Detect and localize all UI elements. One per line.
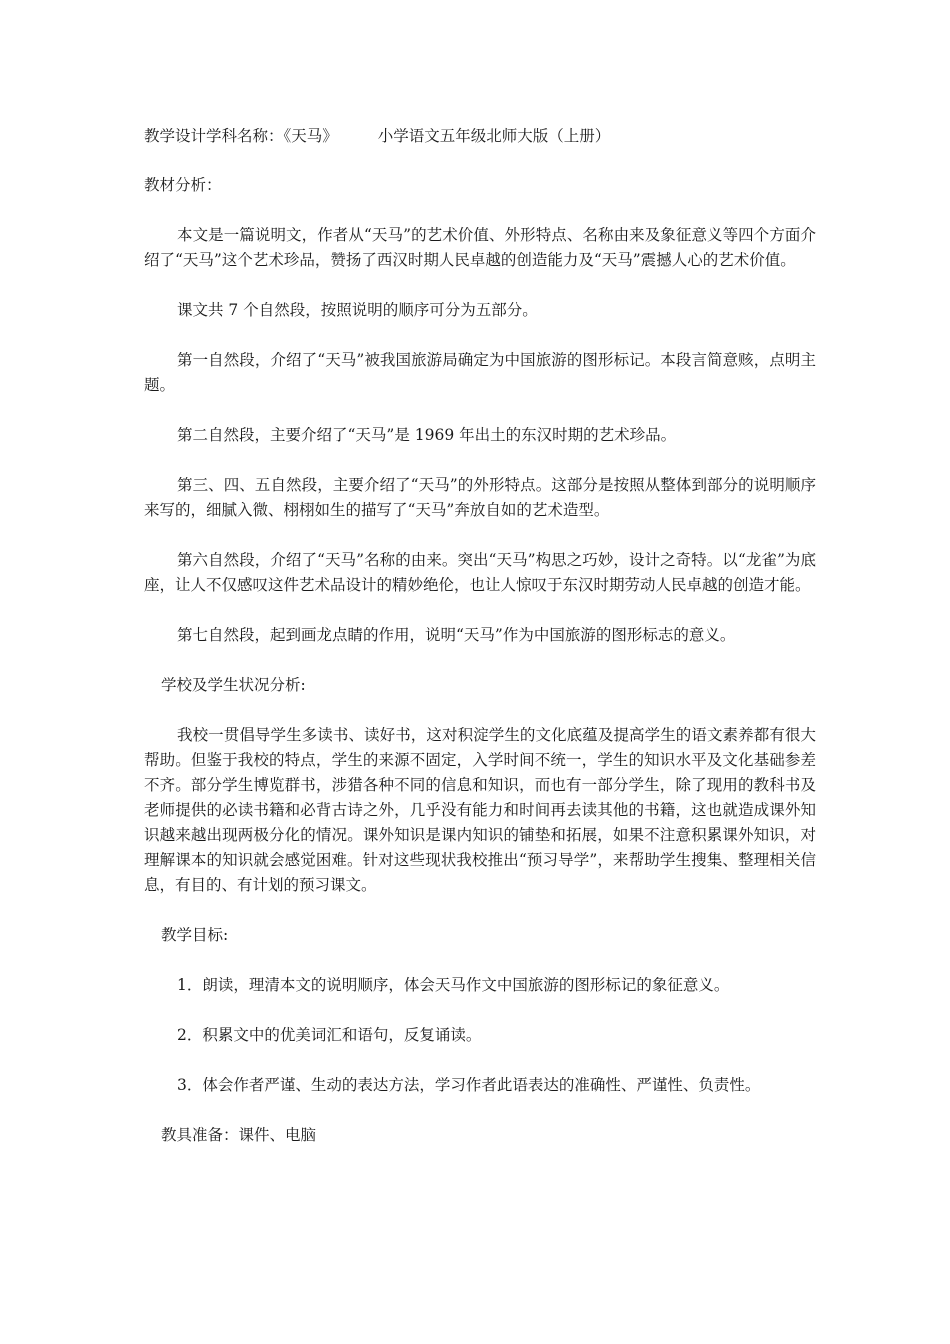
material-paragraph-section-1: 第一自然段，介绍了“天马”被我国旅游局确定为中国旅游的图形标记。本段言简意赅，点明主题。 [144,351,816,394]
material-paragraph-section-5: 第七自然段，起到画龙点睛的作用，说明“天马”作为中国旅游的图形标志的意义。 [177,626,736,644]
material-analysis-heading: 教材分析： [144,176,222,194]
document-title-line [144,124,816,149]
objective-item-1: 1．朗读，理清本文的说明顺序，体会天马作文中国旅游的图形标记的象征意义。 [177,976,730,994]
tools-line: 教具准备：课件、电脑 [161,1126,317,1144]
material-paragraph-structure: 课文共 7 个自然段，按照说明的顺序可分为五部分。 [177,301,538,319]
material-paragraph-intro: 本文是一篇说明文，作者从“天马”的艺术价值、外形特点、名称由来及象征意义等四个方面介绍了“天马”这个艺术珍品，赞扬了西汉时期人民卓越的创造能力及“天马”震撼人心的艺术价值。 [144,226,816,269]
objectives-heading: 教学目标: [161,926,229,944]
material-paragraph-section-4: 第六自然段，介绍了“天马”名称的由来。突出“天马”构思之巧妙，设计之奇特。以“龙雀”为底座，让人不仅感叹这件艺术品设计的精妙绝伦，也让人惊叹于东汉时期劳动人民卓越的创造才能。 [144,551,816,594]
document-page [144,124,816,1148]
school-analysis-paragraph: 我校一贯倡导学生多读书、读好书，这对积淀学生的文化底蕴及提高学生的语文素养都有很大帮助。但鉴于我校的特点，学生的来源不固定，入学时间不统一，学生的知识水平及文化基础参差不齐。部分学生博览群书，涉猎各种不同的信息和知识，而也有一部分学生，除了现用的教科书及老师提供的必读书籍和必背古诗之外，几乎没有能力和时间再去读其他的书籍，这也就造成课外知识越来越出现两极分化的情况。课外知识是课内知识的铺垫和拓展，如果不注意积累课外知识，对理解课本的知识就会感觉困难。针对这些现状我校推出“预习导学”，来帮助学生搜集、整理相关信息，有目的、有计划的预习课文。 [144,726,816,894]
material-paragraph-section-2: 第二自然段，主要介绍了“天马”是 1969 年出土的东汉时期的艺术珍品。 [177,426,677,444]
school-analysis-heading: 学校及学生状况分析: [161,676,306,694]
objective-item-2: 2．积累文中的优美词汇和语句，反复诵读。 [177,1026,482,1044]
material-paragraph-section-3: 第三、四、五自然段，主要介绍了“天马”的外形特点。这部分是按照从整体到部分的说明顺序来写的，细腻入微、栩栩如生的描写了“天马”奔放自如的艺术造型。 [144,476,816,519]
objective-item-3: 3．体会作者严谨、生动的表达方法，学习作者此语表达的准确性、严谨性、负责性。 [177,1076,761,1094]
course-label: 小学语文五年级北师大版（上册） [377,127,611,145]
subject-label: 教学设计学科名称：《天马》 [144,127,338,145]
